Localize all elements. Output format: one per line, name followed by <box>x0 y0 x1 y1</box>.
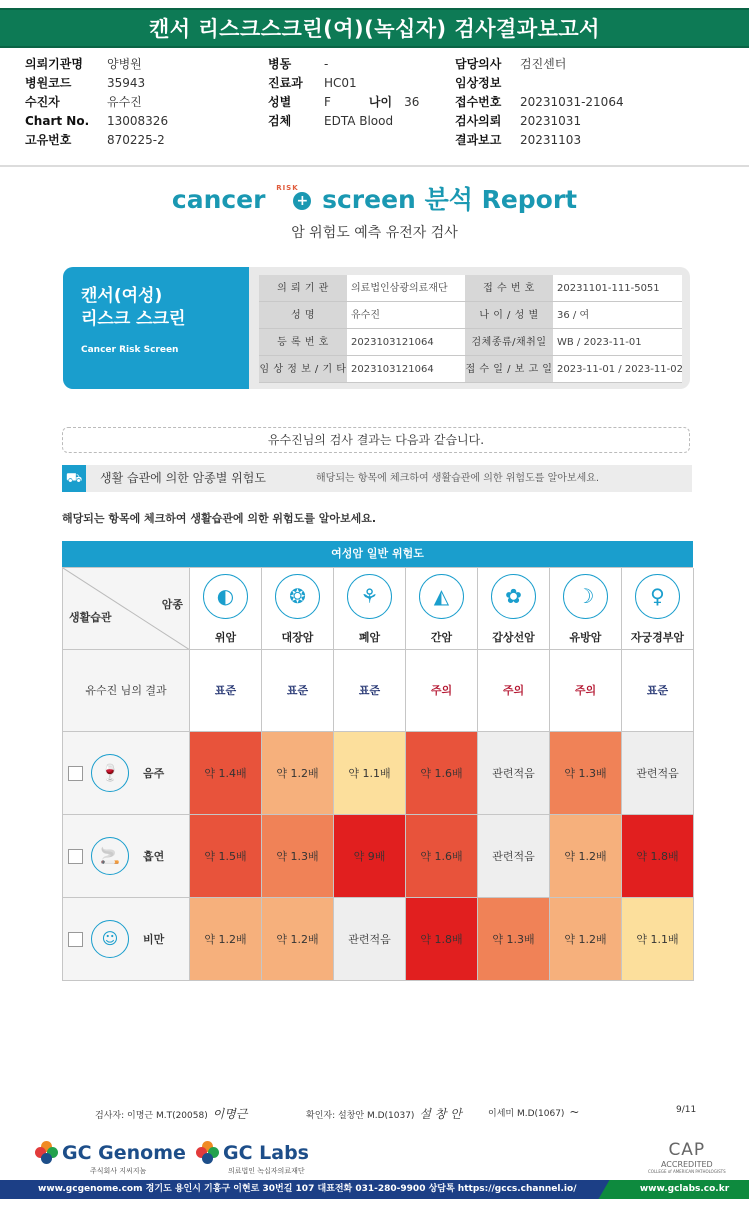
info-key: 검체 <box>268 114 292 128</box>
cancer-header <box>406 568 478 650</box>
risk-cell: 약 9배 <box>334 815 406 898</box>
info-key: 결과보고 <box>455 133 502 147</box>
thyroid-icon: ✿ <box>491 574 536 619</box>
card-key: 성 명 <box>259 302 347 328</box>
card-subtitle: Cancer Risk Screen <box>81 345 179 355</box>
risk-cell: 약 1.2배 <box>262 898 334 981</box>
card-value: 2023-11-01 / 2023-11-02 <box>553 356 682 382</box>
risk-cell: 약 1.6배 <box>406 815 478 898</box>
card-value: 20231101-111-5051 <box>553 275 682 301</box>
cap-small: COLLEGE of AMERICAN PATHOLOGISTS <box>648 1169 726 1174</box>
info-row <box>268 55 419 74</box>
age-value: 36 <box>404 95 420 109</box>
habit-checkbox[interactable] <box>68 849 83 864</box>
divider <box>0 165 749 167</box>
cancer-header <box>622 568 694 650</box>
info-key: 접수번호 <box>455 95 502 109</box>
card-info-row <box>259 329 682 356</box>
info-key: 임상정보 <box>455 76 502 90</box>
info-key: 고유번호 <box>25 133 72 147</box>
risk-cell: 약 1.5배 <box>190 815 262 898</box>
report-title: 캔서 리스크스크린(여)(녹십자) 검사결과보고서 <box>0 8 749 48</box>
table-corner-header <box>63 568 190 650</box>
info-value: 20231103 <box>520 133 582 147</box>
card-key: 접 수 일 / 보 고 일 <box>465 356 553 382</box>
info-row <box>25 131 168 150</box>
gc-cross-icon <box>35 1141 59 1165</box>
info-key: 병원코드 <box>25 76 72 90</box>
confirmer2-name: 이세미 M.D(1067) <box>488 1109 565 1119</box>
card-key: 임 상 정 보 / 기 타 <box>259 356 347 382</box>
patient-info-col3 <box>455 55 624 150</box>
info-value: 20231031 <box>520 114 582 128</box>
info-row <box>25 112 168 131</box>
habit-name: 흡연 <box>143 850 165 863</box>
brand-logo <box>0 180 749 216</box>
tester-label: 검사자: <box>95 1111 125 1121</box>
card-title-2: 리스크 스크린 <box>81 309 186 329</box>
info-row <box>25 93 168 112</box>
habit-section-title: 생활 습관에 의한 암종별 위험도 <box>100 471 266 485</box>
lung-icon: ⚘ <box>347 574 392 619</box>
brand-risk: RISK <box>276 184 299 192</box>
risk-cell: 약 1.3배 <box>478 898 550 981</box>
cancer-name: 대장암 <box>281 631 314 644</box>
risk-cell: 약 1.2배 <box>550 815 622 898</box>
breast-icon: ☽ <box>563 574 608 619</box>
info-value: 유수진 <box>107 95 142 109</box>
risk-cell: 약 1.2배 <box>190 898 262 981</box>
risk-cell: 관련적음 <box>478 732 550 815</box>
risk-cell: 관련적음 <box>622 732 694 815</box>
cancer-name: 간암 <box>430 631 453 644</box>
brand-screen: screen <box>322 185 416 214</box>
stomach-icon: ◐ <box>203 574 248 619</box>
info-key: 병동 <box>268 57 292 71</box>
patient-info-col1 <box>25 55 168 150</box>
info-value: 양병원 <box>107 57 142 71</box>
footer-contact[interactable]: www.gcgenome.com 경기도 용인시 기흥구 이현로 30번길 107 대표전화 031-280-9900 상담톡 https://gccs.channel.io/ <box>38 1184 577 1194</box>
tester-sign-mark: 이명근 <box>212 1107 248 1121</box>
habit-row-header <box>63 732 190 815</box>
habit-row-header <box>63 815 190 898</box>
info-value: 20231031-21064 <box>520 95 624 109</box>
cap-accredited-logo <box>648 1140 726 1174</box>
result-value: 표준 <box>190 650 262 732</box>
plus-orb-icon: + <box>293 192 311 210</box>
result-intro: 유수진님의 검사 결과는 다음과 같습니다. <box>62 427 690 453</box>
card-key: 의 뢰 기 관 <box>259 275 347 301</box>
corner-habit-label: 생활습관 <box>69 611 112 624</box>
info-key: 의뢰기관명 <box>25 57 83 71</box>
cap-sub: ACCREDITED <box>660 1160 713 1169</box>
tester-name: 이명근 M.T(20058) <box>127 1111 208 1121</box>
habit-checkbox[interactable] <box>68 932 83 947</box>
habit-section-desc: 해당되는 항목에 체크하여 생활습관에 의한 위험도를 알아보세요. <box>316 473 600 484</box>
risk-grid <box>62 567 693 981</box>
habit-name: 비만 <box>143 933 165 946</box>
confirmer1-signature <box>306 1105 462 1122</box>
gc-genome-logo <box>35 1141 186 1175</box>
confirmer1-sign-mark: 설 창 안 <box>419 1107 462 1121</box>
confirmer2-sign-mark: ~ <box>569 1105 580 1119</box>
info-row <box>455 93 624 112</box>
gc-cross-icon <box>196 1141 220 1165</box>
risk-cell: 관련적음 <box>478 815 550 898</box>
risk-cell: 약 1.3배 <box>550 732 622 815</box>
risk-cell: 약 1.6배 <box>406 732 478 815</box>
habit-checkbox[interactable] <box>68 766 83 781</box>
risk-cell: 약 1.8배 <box>406 898 478 981</box>
gc-genome-sub: 주식회사 지씨지놈 <box>90 1167 147 1175</box>
confirmer2-signature <box>488 1105 579 1119</box>
card-info-table <box>259 275 682 383</box>
result-value: 주의 <box>550 650 622 732</box>
tester-signature <box>95 1105 247 1122</box>
card-value: 2023103121064 <box>347 329 465 355</box>
risk-cell: 약 1.1배 <box>622 898 694 981</box>
alcohol-icon: 🍷 <box>91 754 129 792</box>
info-key: 진료과 <box>268 76 303 90</box>
info-value: 13008326 <box>107 114 169 128</box>
uterus-icon: ♀ <box>635 574 680 619</box>
info-value: EDTA Blood <box>324 114 394 128</box>
risk-table-title: 여성암 일반 위험도 <box>62 541 693 567</box>
cancer-name: 갑상선암 <box>492 631 535 644</box>
info-value: - <box>324 57 329 71</box>
smoking-icon: 🚬 <box>91 837 129 875</box>
age-key: 나이 <box>368 95 393 109</box>
risk-cell: 약 1.2배 <box>262 732 334 815</box>
patient-card <box>63 267 690 389</box>
info-row <box>455 55 624 74</box>
footer-bar <box>0 1180 749 1199</box>
card-value: 유수진 <box>347 302 465 328</box>
cancer-name: 위암 <box>214 631 237 644</box>
info-row <box>268 112 419 131</box>
colon-icon: ❂ <box>275 574 320 619</box>
risk-cell: 약 1.2배 <box>550 898 622 981</box>
card-key: 나 이 / 성 별 <box>465 302 553 328</box>
habit-row-header <box>63 898 190 981</box>
info-row <box>25 55 168 74</box>
card-value: 의료법인삼광의료재단 <box>347 275 465 301</box>
result-value: 주의 <box>406 650 478 732</box>
corner-cancer-label: 암종 <box>161 598 183 611</box>
gc-labs-logo <box>196 1141 309 1175</box>
card-key: 접 수 번 호 <box>465 275 553 301</box>
cancer-header <box>334 568 406 650</box>
confirmer-label: 확인자: <box>306 1111 336 1121</box>
info-row <box>268 93 419 112</box>
info-row <box>268 74 419 93</box>
info-key: 수진자 <box>25 95 60 109</box>
info-row <box>455 112 624 131</box>
result-value: 표준 <box>622 650 694 732</box>
result-value: 표준 <box>262 650 334 732</box>
info-value: F <box>324 95 331 109</box>
info-value: 35943 <box>107 76 146 90</box>
card-title-panel <box>63 267 249 389</box>
habit-section-bar <box>62 465 692 492</box>
brand-cancer: cancer <box>171 185 266 214</box>
card-value: WB / 2023-11-01 <box>553 329 682 355</box>
info-key: Chart No. <box>25 114 90 128</box>
report-subtitle: 암 위험도 예측 유전자 검사 <box>291 225 458 241</box>
obesity-icon: ☺ <box>91 920 129 958</box>
patient-info-col2 <box>268 55 419 131</box>
info-key: 담당의사 <box>455 57 502 71</box>
instruction-note: 해당되는 항목에 체크하여 생활습관에 의한 위험도를 알아보세요. <box>62 512 377 525</box>
result-value: 표준 <box>334 650 406 732</box>
risk-table <box>62 541 693 981</box>
risk-cell: 약 1.1배 <box>334 732 406 815</box>
card-title-1: 캔서(여성) <box>81 286 163 306</box>
gc-genome-text: GC Genome <box>62 1142 186 1164</box>
info-row <box>455 74 624 93</box>
confirmer1-name: 설창안 M.D(1037) <box>338 1111 415 1121</box>
page-number: 9/11 <box>676 1105 697 1115</box>
info-value: 검진센터 <box>520 57 567 71</box>
risk-cell: 약 1.8배 <box>622 815 694 898</box>
card-key: 등 록 번 호 <box>259 329 347 355</box>
cancer-name: 유방암 <box>569 631 602 644</box>
info-value: HC01 <box>324 76 357 90</box>
result-value: 주의 <box>478 650 550 732</box>
cancer-header <box>262 568 334 650</box>
card-value: 36 / 여 <box>553 302 682 328</box>
footer-link[interactable]: www.gclabs.co.kr <box>620 1180 749 1199</box>
info-row <box>455 131 624 150</box>
card-info-row <box>259 275 682 302</box>
cap-text: CAP <box>668 1140 706 1160</box>
result-row-label: 유수진 님의 결과 <box>63 650 190 732</box>
gc-labs-sub: 의료법인 녹십자의료재단 <box>228 1167 305 1175</box>
bed-icon: ⛟ <box>62 465 86 492</box>
cancer-header <box>190 568 262 650</box>
cancer-header <box>550 568 622 650</box>
risk-cell: 관련적음 <box>334 898 406 981</box>
info-key: 성별 <box>268 95 292 109</box>
gc-labs-text: GC Labs <box>223 1142 309 1164</box>
cancer-header <box>478 568 550 650</box>
cancer-name: 자궁경부암 <box>630 631 685 644</box>
card-value: 2023103121064 <box>347 356 465 382</box>
habit-name: 음주 <box>143 767 165 780</box>
info-key: 검사의뢰 <box>455 114 502 128</box>
info-row <box>25 74 168 93</box>
risk-cell: 약 1.3배 <box>262 815 334 898</box>
liver-icon: ◭ <box>419 574 464 619</box>
card-info-row <box>259 356 682 383</box>
cancer-name: 폐암 <box>358 631 381 644</box>
card-key: 검체종류/채취일 <box>465 329 553 355</box>
brand-suffix: 분석 Report <box>424 185 578 214</box>
card-info-row <box>259 302 682 329</box>
risk-cell: 약 1.4배 <box>190 732 262 815</box>
info-value: 870225-2 <box>107 133 165 147</box>
